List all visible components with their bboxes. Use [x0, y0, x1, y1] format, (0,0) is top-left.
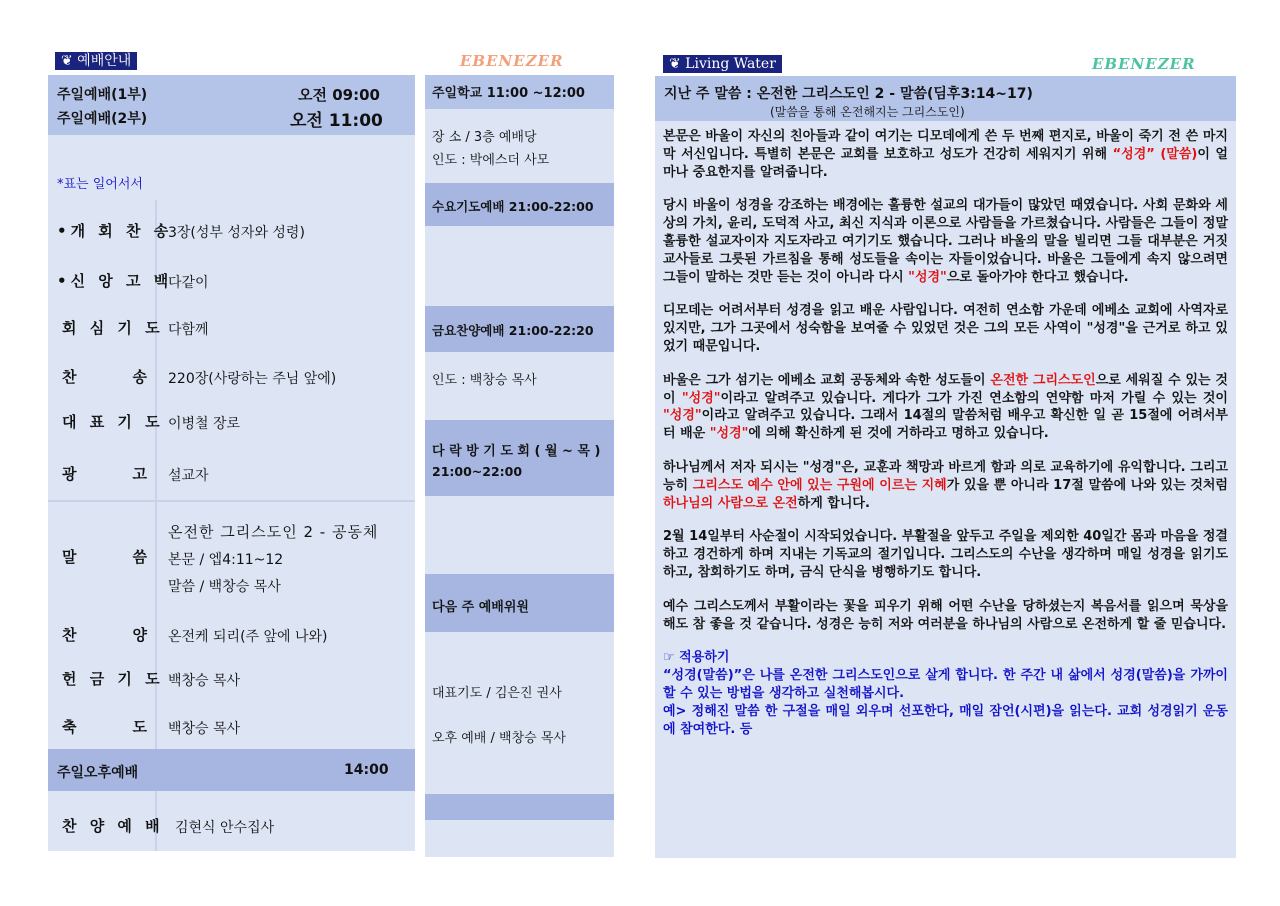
daraks-time: 21:00~22:00: [432, 464, 523, 479]
highlight-text: 온전한 그리스도인: [990, 372, 1096, 388]
blank-band: [425, 794, 614, 820]
text-run: 이 얼마나 중요한지를 알려줍니다.: [663, 146, 1228, 180]
order-value-3: 다함께: [168, 322, 209, 338]
text-run: 하게 합니다.: [797, 495, 870, 511]
highlight-text: “성경” (말씀): [1112, 146, 1198, 162]
order-label-1: •개 회 찬 송: [57, 222, 173, 240]
order-label-5: 대 표 기 도: [62, 413, 164, 431]
sunday-school-leader: 인도 : 박에스더 사모: [432, 153, 550, 168]
service2-label: 주일예배(2부): [57, 111, 148, 127]
text-run: 가 있을 뿐 아니라 17절 말씀에 나와 있는 것처럼: [946, 477, 1228, 493]
order-value-5: 이병철 장로: [168, 416, 241, 432]
order-label-6: 광 고: [62, 465, 151, 483]
highlight-text: "성경": [663, 408, 702, 424]
sunday-school-panel: [425, 109, 614, 183]
wednesday-panel: [425, 226, 614, 306]
section-tag-living-water: ❦ Living Water: [663, 55, 782, 73]
wednesday-prayer: 수요기도예배 21:00-22:00: [432, 199, 594, 214]
order-value-9: 백창승 목사: [168, 721, 241, 737]
paragraph-5: [663, 459, 1228, 512]
service2-time: 오전 11:00: [290, 111, 383, 131]
praise-label: 찬 양 예 배: [62, 817, 164, 835]
text-run: 으로 세워질 수 있는 것이: [663, 372, 1228, 406]
sermon-text: 본문 / 엡4:11~12: [168, 552, 284, 568]
ebenezer-label-right: EBENEZER: [1092, 55, 1196, 73]
sunday-school: 주일학교 11:00 ~12:00: [432, 86, 585, 101]
order-value-6: 설교자: [168, 468, 209, 484]
apply-title: ☞ 적용하기: [663, 650, 730, 666]
order-label-4: 찬 송: [62, 368, 151, 386]
text-run: 본문은 바울이 자신의 친아들과 같이 여기는 디모데에게 쓴 두 번째 편지로, 바울이 죽기 전 쓴 마지막 서신입니다. 특별히 본문은 교회를 보호하고 성도가 건강히 세워지기 위해: [663, 129, 1228, 162]
text-run: 이라고 알려주고 있습니다. 그래서 14절의 말씀처럼 배우고 확신한 일 곧 15절에 어려서부터 배운: [663, 408, 1228, 442]
text-run: 에 의해 확신하게 된 것에 거하라고 명하고 있습니다.: [748, 426, 1049, 442]
text-run: 이라고 알려주고 있습니다. 게다가 그가 가진 연소함의 연약함 마저 가릴 수 있는 것이: [720, 390, 1228, 406]
text-run: 하나님께서 저자 되시는 "성경"은, 교훈과 책망과 바르게 함과 의로 교육하기에 유익합니다. 그리고 능히: [663, 459, 1228, 493]
apply-text-2: 예> 정해진 말씀 한 구절을 매일 외우며 선포한다, 매일 잠언(시편)을 읽는다. 교회 성경읽기 운동에 참여한다. 등: [663, 703, 1228, 737]
service1-label: 주일예배(1부): [57, 87, 148, 103]
order-value-1: 3장(성부 성자와 성령): [168, 225, 305, 241]
sermon-title: 온전한 그리스도인 2 - 공동체: [168, 523, 379, 541]
highlight-text: "성경": [908, 269, 947, 285]
order-value-4: 220장(사랑하는 주님 앞에): [168, 371, 337, 387]
friday-worship: 금요찬양예배 21:00-22:20: [432, 323, 594, 338]
stand-note: *표는 일어서서: [57, 177, 143, 192]
order-label-2: •신 앙 고 백: [57, 272, 173, 290]
paragraph-4: [663, 372, 1228, 443]
section-tag-worship: ❦ 예배안내: [55, 52, 137, 70]
afternoon-time: 14:00: [344, 762, 389, 778]
highlight-text: 하나님의 사람으로 온전: [663, 495, 798, 511]
next-rep-prayer: 대표기도 / 김은진 권사: [432, 686, 562, 701]
friday-leader: 인도 : 백창승 목사: [432, 373, 537, 388]
paragraph-6: 2월 14일부터 사순절이 시작되었습니다. 부활절을 앞두고 주일을 제외한 40일간 몸과 마음을 정결하고 경건하게 하며 지내는 기독교의 절기입니다. 그리스도의 수난을 생각하며 매일 성경을 읽기도 하고, 참회하기도 하며, 금식 단식을 병행하기도 합니다.: [663, 529, 1228, 580]
summary-body: [663, 128, 1228, 738]
order-label-9: 축 도: [62, 718, 151, 736]
order-value-8: 백창승 목사: [168, 673, 241, 689]
summary-subtitle: (말씀을 통해 온전해지는 그리스도인): [770, 105, 965, 119]
row-divider: [48, 500, 415, 502]
highlight-text: "성경": [709, 426, 749, 442]
order-value-2: 다같이: [168, 275, 209, 291]
sermon-preacher: 말씀 / 백창승 목사: [168, 579, 281, 595]
paragraph-3: 디모데는 어려서부터 성경을 읽고 배운 사람입니다. 여전히 연소함 가운데 에베소 교회에 사역자로 있지만, 그가 그곳에서 성숙함을 보여줄 수 있었던 것은 그의 모든 사역이 "성경"을 근거로 하고 있었기 때문입니다.: [663, 303, 1228, 354]
next-week-title: 다음 주 예배위원: [432, 600, 529, 615]
praise-value: 김현식 안수집사: [175, 820, 275, 836]
order-label-3: 회 심 기 도: [62, 319, 164, 337]
paragraph-7: 예수 그리스도께서 부활이라는 꽃을 피우기 위해 어떤 수난을 당하셨는지 복음서를 읽으며 묵상을 해도 참 좋을 것 같습니다. 성경은 능히 저와 여러분을 하나님의 사람으로 온전하게 할 줄 믿습니다.: [663, 598, 1228, 632]
sermon-label: 말 씀: [62, 548, 151, 566]
paragraph-2: [663, 197, 1228, 286]
service1-time: 오전 09:00: [298, 86, 380, 104]
daraks-panel: [425, 496, 614, 574]
paragraph-1: [663, 128, 1228, 181]
blank-panel: [425, 820, 614, 857]
sunday-school-place: 장 소 / 3층 예배당: [432, 130, 537, 145]
summary-title: 지난 주 말씀 : 온전한 그리스도인 2 - 말씀(딤후3:14~17): [664, 86, 1033, 102]
afternoon-label: 주일오후예배: [57, 765, 139, 781]
ebenezer-label-middle: EBENEZER: [460, 52, 564, 70]
highlight-text: 그리스도 예수 안에 있는 구원에 이르는 지혜: [692, 477, 947, 493]
order-label-7: 찬 양: [62, 626, 151, 644]
next-pm-service: 오후 예배 / 백창승 목사: [432, 731, 566, 746]
text-run: 으로 돌아가야 한다고 했습니다.: [946, 269, 1129, 285]
order-value-7: 온전케 되리(주 앞에 나와): [168, 629, 328, 645]
order-label-8: 헌 금 기 도: [62, 670, 164, 688]
highlight-text: "성경": [681, 390, 721, 406]
daraks-title: 다 락 방 기 도 회 ( 월 ~ 목 ): [432, 444, 601, 459]
apply-text-1: “성경(말씀)”은 나를 온전한 그리스도인으로 살게 합니다. 한 주간 내 삶에서 성경(말씀)을 가까이 할 수 있는 방법을 생각하고 실천해봅시다.: [663, 668, 1228, 701]
text-run: 바울은 그가 섬기는 에베소 교회 공동체와 속한 성도들이: [663, 372, 991, 388]
next-week-panel: [425, 632, 614, 794]
text-run: 당시 바울이 성경을 강조하는 배경에는 훌륭한 설교의 대가들이 많았던 때였습니다. 사회 문화와 세상의 가치, 윤리, 도덕적 사고, 최신 지식과 이론으로 사람들을 가르쳤습니다. 사람들은 그들이 정말 훌륭한 설교자이자 지도자라고 여기기도 했습니다. 그러나 바울의 말을 빌리면 그들 대부분은 거짓 교사들로 그릇된 가르침을 통해 성도들을 속이는 자들이었습니다. 바울은 그들에게 속지 않으려면 그들이 말하는 것만 듣는 것이 아니라 다시: [663, 198, 1228, 285]
